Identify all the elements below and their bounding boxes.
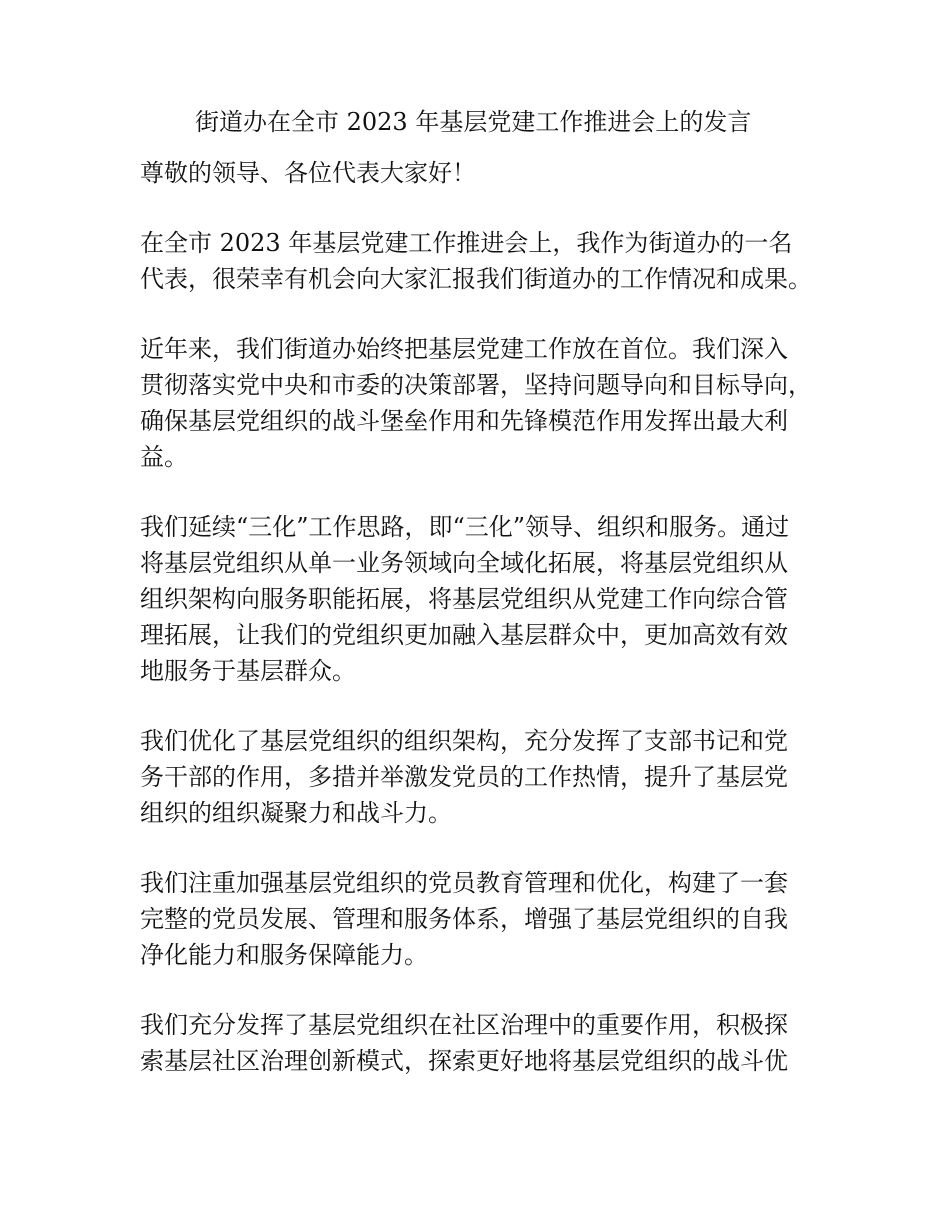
text-line: 在全市 2023 年基层党建工作推进会上，我作为街道办的一名 bbox=[140, 229, 793, 257]
text-line: 近年来，我们街道办始终把基层党建工作放在首位。我们深入 bbox=[140, 335, 788, 363]
text-line: 我们优化了基层党组织的组织架构，充分发挥了支部书记和党 bbox=[140, 727, 788, 755]
paragraph bbox=[140, 865, 830, 973]
text-line: 地服务于基层群众。 bbox=[140, 657, 356, 685]
text-line: 务干部的作用，多措并举激发党员的工作热情，提升了基层党 bbox=[140, 763, 788, 791]
document-title: 街道办在全市 2023 年基层党建工作推进会上的发言 bbox=[195, 108, 752, 136]
text-line: 贯彻落实党中央和市委的决策部署，坚持问题导向和目标导向， bbox=[140, 371, 812, 399]
document-body bbox=[140, 104, 830, 1079]
paragraph bbox=[140, 331, 830, 475]
text-line: 我们延续“三化”工作思路，即“三化”领导、组织和服务。通过 bbox=[140, 513, 790, 541]
paragraph bbox=[140, 225, 830, 297]
text-line: 益。 bbox=[140, 443, 188, 471]
text-line: 代表，很荣幸有机会向大家汇报我们街道办的工作情况和成果。 bbox=[140, 265, 812, 293]
greeting: 尊敬的领导、各位代表大家好！ bbox=[140, 159, 476, 187]
text-line: 确保基层党组织的战斗堡垒作用和先锋模范作用发挥出最大利 bbox=[140, 407, 788, 435]
text-line: 我们注重加强基层党组织的党员教育管理和优化，构建了一套 bbox=[140, 869, 788, 897]
text-line: 净化能力和服务保障能力。 bbox=[140, 941, 428, 969]
text-line: 组织架构向服务职能拓展，将基层党组织从党建工作向综合管 bbox=[140, 585, 788, 613]
text-line: 索基层社区治理创新模式，探索更好地将基层党组织的战斗优 bbox=[140, 1047, 788, 1075]
text-line: 组织的组织凝聚力和战斗力。 bbox=[140, 799, 452, 827]
text-line: 将基层党组织从单一业务领域向全域化拓展，将基层党组织从 bbox=[140, 549, 788, 577]
paragraph bbox=[140, 723, 830, 831]
text-line: 我们充分发挥了基层党组织在社区治理中的重要作用，积极探 bbox=[140, 1011, 788, 1039]
paragraph bbox=[140, 1007, 830, 1079]
text-line: 完整的党员发展、管理和服务体系，增强了基层党组织的自我 bbox=[140, 905, 788, 933]
paragraph bbox=[140, 509, 830, 689]
text-line: 理拓展，让我们的党组织更加融入基层群众中，更加高效有效 bbox=[140, 621, 788, 649]
